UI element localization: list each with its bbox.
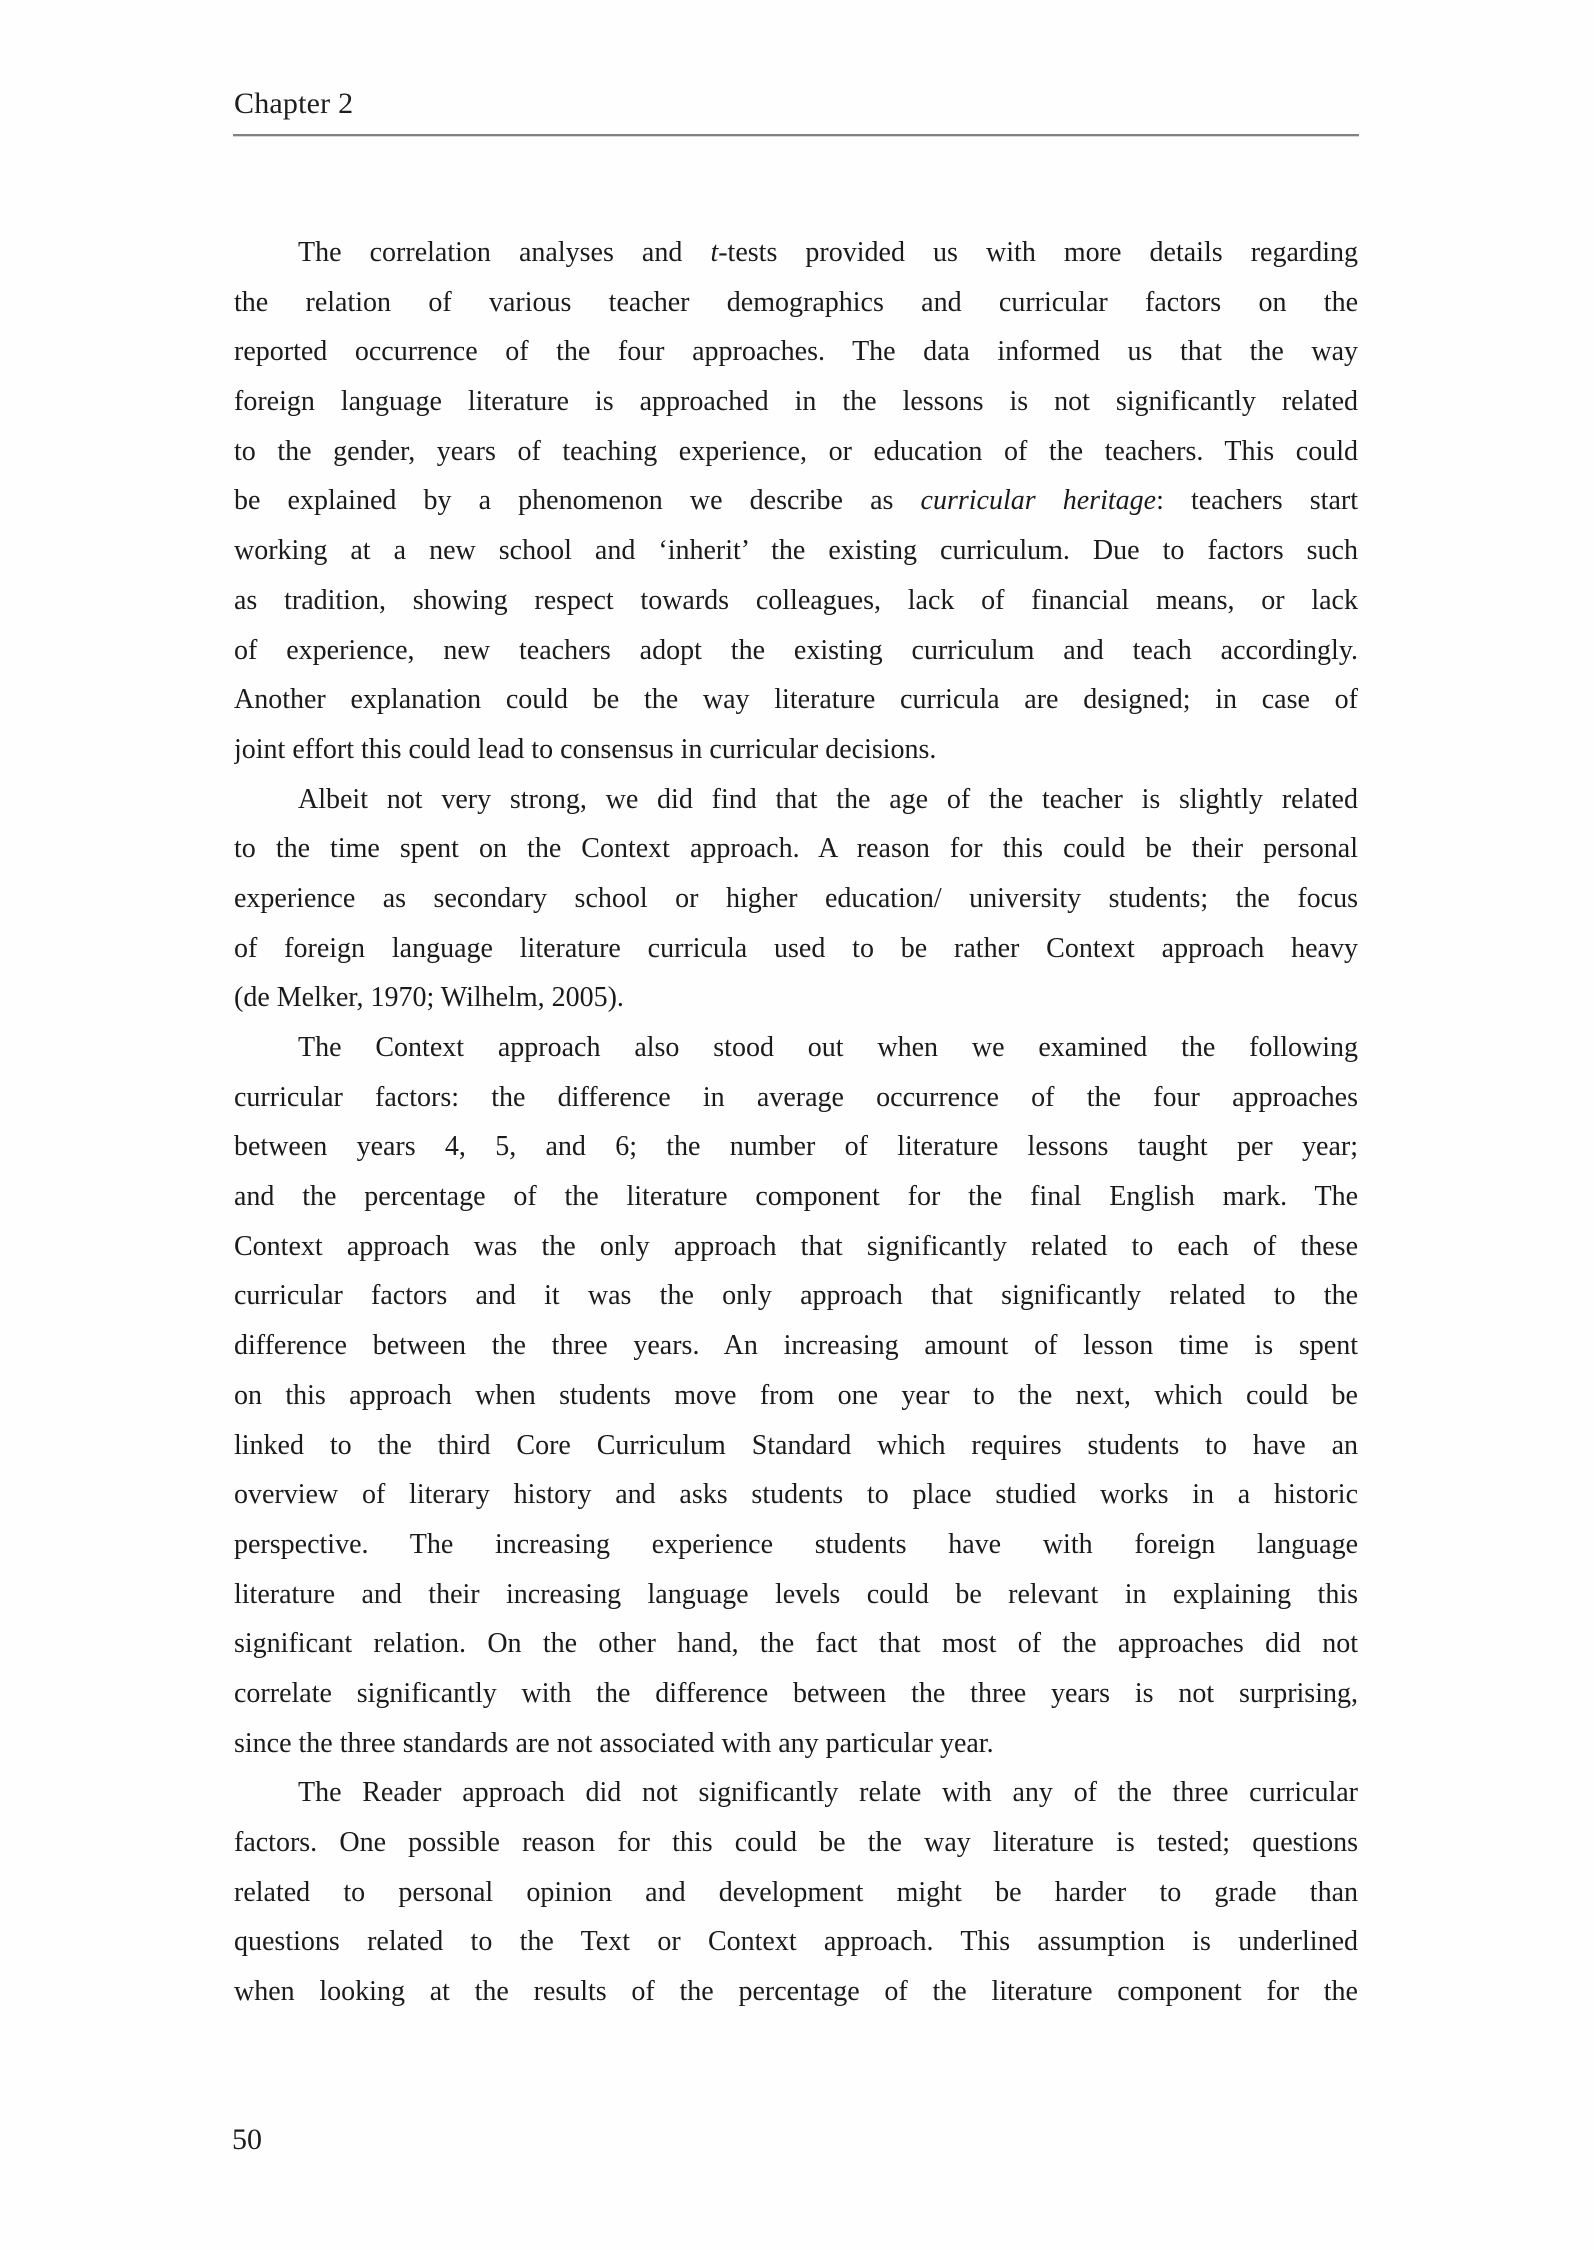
- text-line: linked to the third Core Curriculum Standard which requires students to have an: [234, 1429, 1358, 1461]
- text-line: difference between the three years. An increasing amount of lesson time is spent: [234, 1330, 1358, 1362]
- text-line: curricular factors and it was the only approach that significantly related to the: [234, 1280, 1358, 1312]
- paragraph: [234, 775, 1358, 1023]
- text-line: foreign language literature is approached in the lessons is not significantly related: [234, 386, 1358, 418]
- text-line: overview of literary history and asks students to place studied works in a historic: [234, 1479, 1358, 1511]
- paragraph: [234, 1768, 1358, 2016]
- text-line: factors. One possible reason for this could be the way literature is tested; questions: [234, 1827, 1358, 1858]
- text-line: The Reader approach did not significantly relate with any of the three curricular: [298, 1777, 1358, 1809]
- header-rule: [233, 134, 1359, 137]
- text-line: related to personal opinion and development might be harder to grade than: [234, 1876, 1358, 1908]
- text-line: on this approach when students move from one year to the next, which could be: [234, 1379, 1358, 1411]
- text-line: between years 4, 5, and 6; the number of literature lessons taught per year;: [234, 1131, 1358, 1163]
- text-line: the relation of various teacher demographics and curricular factors on the: [234, 286, 1358, 318]
- text-line: significant relation. On the other hand, the fact that most of the approaches did not: [234, 1628, 1358, 1660]
- text-line: to the gender, years of teaching experience, or education of the teachers. This could: [234, 435, 1358, 467]
- text-line: reported occurrence of the four approaches. The data informed us that the way: [234, 336, 1358, 368]
- text-line: curricular factors: the difference in average occurrence of the four approaches: [234, 1081, 1358, 1113]
- text-line: The correlation analyses and t-tests provided us with more details regarding: [298, 237, 1358, 268]
- text-line: Another explanation could be the way literature curricula are designed; in case of: [234, 684, 1358, 716]
- text-line: joint effort this could lead to consensus in curricular decisions.: [234, 733, 937, 765]
- text-line: be explained by a phenomenon we describe as curricular heritage: teachers start: [234, 485, 1358, 517]
- text-line: Albeit not very strong, we did find that the age of the teacher is slightly related: [298, 783, 1358, 815]
- text-line: literature and their increasing language levels could be relevant in explaining this: [234, 1578, 1358, 1610]
- text-line: Context approach was the only approach that significantly related to each of these: [234, 1230, 1358, 1262]
- body-text: [234, 228, 1358, 2017]
- text-line: perspective. The increasing experience students have with foreign language: [234, 1528, 1358, 1560]
- text-line: when looking at the results of the percentage of the literature component for the: [234, 1976, 1358, 2008]
- text-line: as tradition, showing respect towards colleagues, lack of financial means, or lack: [234, 584, 1358, 616]
- text-line: and the percentage of the literature component for the final English mark. The: [234, 1181, 1358, 1213]
- text-line: experience as secondary school or higher education/ university students; the focus: [234, 882, 1358, 914]
- paragraph: [234, 228, 1358, 775]
- page-number: 50: [232, 2123, 262, 2156]
- text-line: of experience, new teachers adopt the existing curriculum and teach accordingly.: [234, 634, 1358, 666]
- running-header: Chapter 2: [234, 87, 354, 120]
- text-line: (de Melker, 1970; Wilhelm, 2005).: [234, 982, 624, 1014]
- text-line: working at a new school and ‘inherit’ the existing curriculum. Due to factors such: [234, 535, 1358, 567]
- text-line: since the three standards are not associated with any particular year.: [234, 1727, 994, 1759]
- text-line: to the time spent on the Context approach. A reason for this could be their personal: [234, 833, 1358, 865]
- text-line: questions related to the Text or Context approach. This assumption is underlined: [234, 1926, 1358, 1958]
- paragraph: [234, 1023, 1358, 1768]
- text-line: correlate significantly with the difference between the three years is not surprising,: [234, 1677, 1358, 1709]
- text-line: of foreign language literature curricula used to be rather Context approach heavy: [234, 932, 1358, 964]
- text-line: The Context approach also stood out when we examined the following: [298, 1032, 1358, 1063]
